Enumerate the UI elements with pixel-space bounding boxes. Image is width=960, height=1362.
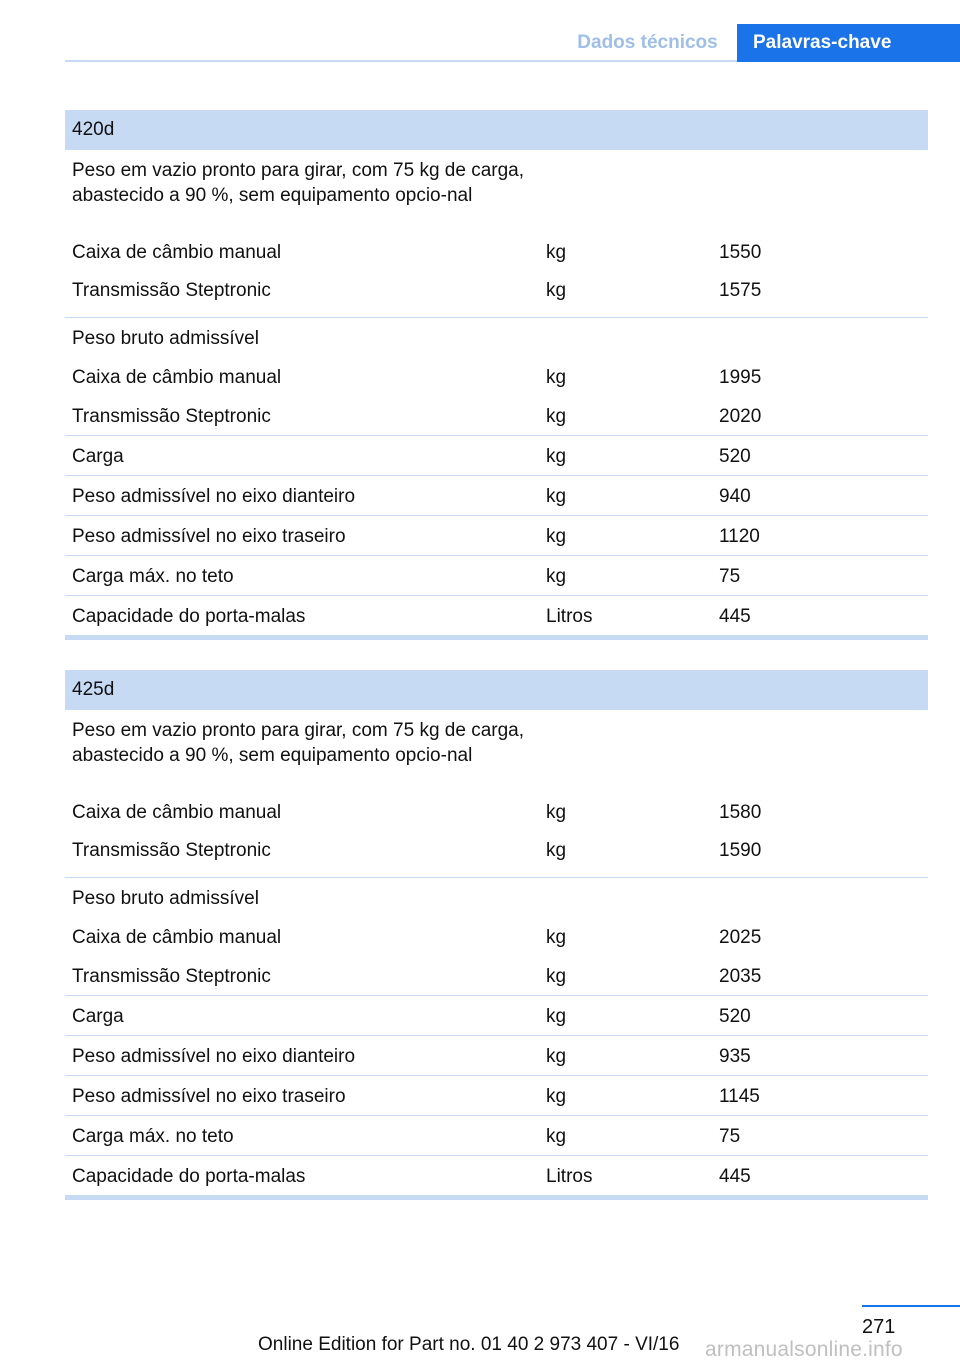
row-value: 1590 — [719, 840, 762, 861]
table-row — [65, 1036, 928, 1076]
row-label: Carga — [72, 1006, 124, 1027]
footer-rule — [862, 1305, 960, 1307]
table-row — [65, 436, 928, 476]
section-row — [65, 878, 928, 917]
row-unit: Litros — [546, 606, 593, 627]
row-label: Carga máx. no teto — [72, 566, 234, 587]
table-row — [65, 476, 928, 516]
intro-row — [65, 150, 928, 238]
row-label: Capacidade do porta-malas — [72, 606, 306, 627]
table-row — [65, 1076, 928, 1116]
row-value: 1550 — [719, 242, 762, 263]
gross-weight-label: Peso bruto admissível — [72, 328, 259, 349]
table-row — [65, 238, 928, 277]
table-row — [65, 357, 928, 396]
row-value: 1995 — [719, 367, 762, 388]
row-unit: Litros — [546, 1166, 593, 1187]
table-end-bar — [65, 635, 928, 640]
row-unit: kg — [546, 486, 567, 507]
table-row — [65, 1116, 928, 1156]
row-unit: kg — [546, 1126, 567, 1147]
row-unit: kg — [546, 280, 567, 301]
table-row — [65, 837, 928, 878]
table-row — [65, 1156, 928, 1195]
row-unit: kg — [546, 526, 567, 547]
row-unit: kg — [546, 840, 567, 861]
table-end-bar — [65, 1195, 928, 1200]
row-label: Transmissão Steptronic — [72, 280, 271, 301]
spec-table-420d — [65, 110, 928, 640]
row-label: Caixa de câmbio manual — [72, 367, 282, 388]
row-label: Peso admissível no eixo dianteiro — [72, 1046, 356, 1067]
tab-palavras-chave[interactable]: Palavras-chave — [737, 24, 960, 62]
intro-text: Peso em vazio pronto para girar, com 75 kg de carga, abastecido a 90 %, sem equipamento opcio‐nal — [72, 160, 525, 206]
table-row — [65, 996, 928, 1036]
row-label: Carga máx. no teto — [72, 1126, 234, 1147]
row-value: 1575 — [719, 280, 762, 301]
row-value: 2020 — [719, 406, 762, 427]
row-label: Caixa de câmbio manual — [72, 242, 282, 263]
table-title: 425d — [65, 670, 928, 710]
row-label: Peso admissível no eixo dianteiro — [72, 486, 356, 507]
watermark-text: armanualsonline.info — [705, 1338, 903, 1361]
row-unit: kg — [546, 1086, 567, 1107]
row-value: 445 — [719, 606, 751, 627]
row-label: Transmissão Steptronic — [72, 406, 271, 427]
row-label: Peso admissível no eixo traseiro — [72, 526, 346, 547]
row-value: 1145 — [719, 1086, 760, 1107]
intro-text: Peso em vazio pronto para girar, com 75 kg de carga, abastecido a 90 %, sem equipamento opcio‐nal — [72, 720, 525, 766]
row-value: 940 — [719, 486, 751, 507]
row-label: Transmissão Steptronic — [72, 840, 271, 861]
row-value: 520 — [719, 1006, 751, 1027]
row-unit: kg — [546, 1006, 567, 1027]
row-value: 2025 — [719, 927, 762, 948]
section-row — [65, 318, 928, 357]
table-row — [65, 396, 928, 436]
table-row — [65, 556, 928, 596]
table-row — [65, 277, 928, 318]
table-row — [65, 956, 928, 996]
table-row — [65, 516, 928, 556]
row-label: Peso admissível no eixo traseiro — [72, 1086, 346, 1107]
row-unit: kg — [546, 927, 567, 948]
tab-dados-tecnicos[interactable]: Dados técnicos — [577, 32, 718, 53]
row-label: Caixa de câmbio manual — [72, 802, 282, 823]
row-value: 75 — [719, 1126, 741, 1147]
row-unit: kg — [546, 1046, 567, 1067]
row-value: 75 — [719, 566, 741, 587]
row-unit: kg — [546, 566, 567, 587]
row-value: 520 — [719, 446, 751, 467]
row-value: 1120 — [719, 526, 760, 547]
row-value: 935 — [719, 1046, 751, 1067]
row-value: 2035 — [719, 966, 762, 987]
row-unit: kg — [546, 367, 567, 388]
intro-row — [65, 710, 928, 798]
row-label: Carga — [72, 446, 124, 467]
table-row — [65, 596, 928, 635]
table-title: 420d — [65, 110, 928, 150]
row-unit: kg — [546, 446, 567, 467]
row-value: 1580 — [719, 802, 762, 823]
table-row — [65, 917, 928, 956]
row-label: Capacidade do porta-malas — [72, 1166, 306, 1187]
gross-weight-label: Peso bruto admissível — [72, 888, 259, 909]
row-unit: kg — [546, 966, 567, 987]
page-number: 271 — [862, 1316, 896, 1338]
edition-text: Online Edition for Part no. 01 40 2 973 407 - VI/16 — [258, 1334, 680, 1355]
row-label: Transmissão Steptronic — [72, 966, 271, 987]
table-row — [65, 798, 928, 837]
row-unit: kg — [546, 406, 567, 427]
row-label: Caixa de câmbio manual — [72, 927, 282, 948]
row-unit: kg — [546, 802, 567, 823]
row-unit: kg — [546, 242, 567, 263]
row-value: 445 — [719, 1166, 751, 1187]
spec-table-425d — [65, 670, 928, 1200]
